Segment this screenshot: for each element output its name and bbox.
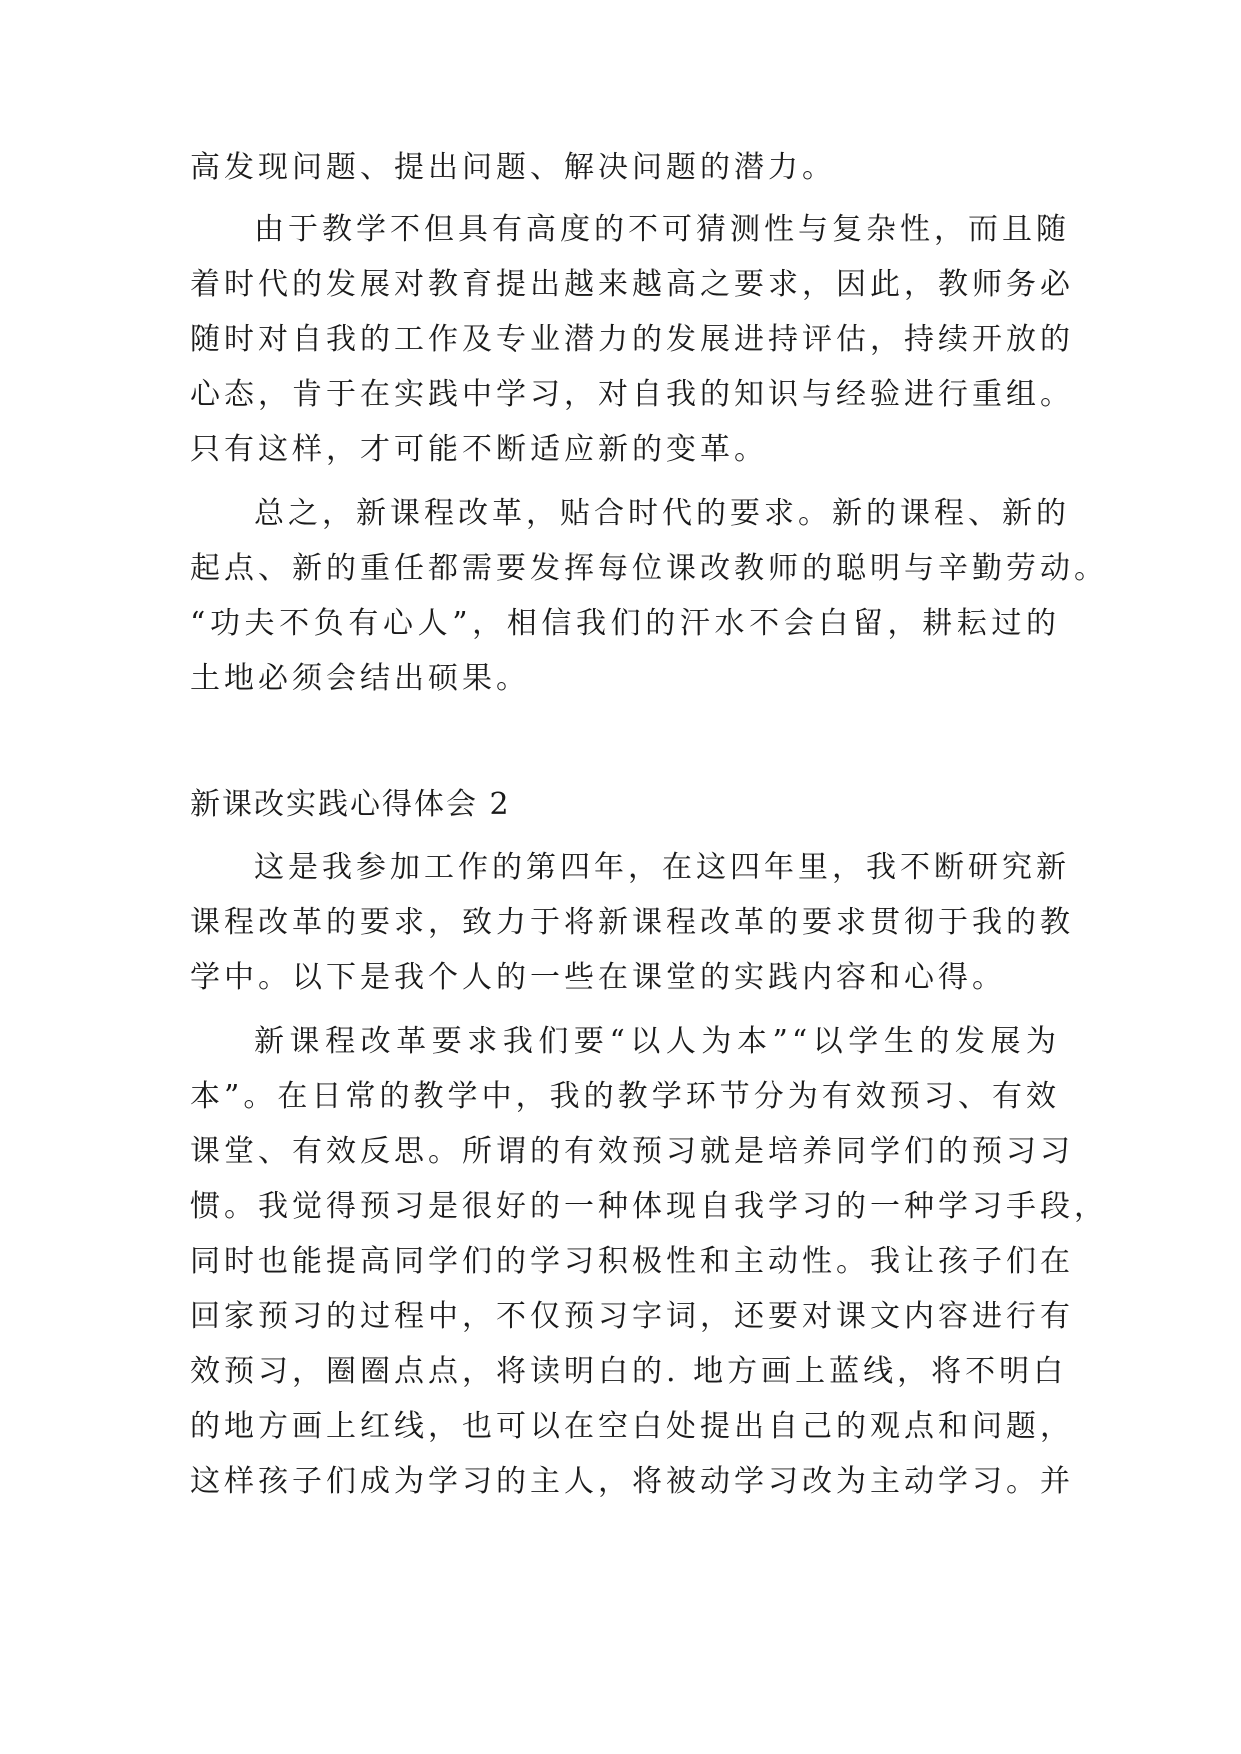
paragraph-line: 本”。在日常的教学中，我的教学环节分为有效预习、有效 xyxy=(190,1079,1060,1114)
paragraph-line: 课程改革的要求，致力于将新课程改革的要求贯彻于我的教 xyxy=(190,905,1074,940)
paragraph-line: 效预习，圈圈点点，将读明白的. 地方画上蓝线，将不明白 xyxy=(190,1354,1068,1389)
paragraph-line: 起点、新的重任都需要发挥每位课改教师的聪明与辛勤劳动。 xyxy=(190,551,1108,586)
paragraph-line: 课堂、有效反思。所谓的有效预习就是培养同学们的预习习 xyxy=(190,1134,1074,1169)
paragraph-line: 同时也能提高同学们的学习积极性和主动性。我让孩子们在 xyxy=(190,1244,1074,1279)
paragraph-line: 惯。我觉得预习是很好的一种体现自我学习的一种学习手段， xyxy=(190,1189,1108,1224)
paragraph-line: “功夫不负有心人”，相信我们的汗水不会白留，耕耘过的 xyxy=(190,606,1060,641)
paragraph-line: 土地必须会结出硕果。 xyxy=(190,661,530,696)
paragraph-line: 这是我参加工作的第四年，在这四年里，我不断研究新 xyxy=(254,850,1070,885)
paragraph-line: 的地方画上红线，也可以在空白处提出自己的观点和问题， xyxy=(190,1409,1074,1444)
paragraph-line: 随时对自我的工作及专业潜力的发展进持评估，持续开放的 xyxy=(190,322,1074,357)
paragraph-line: 由于教学不但具有高度的不可猜测性与复杂性，而且随 xyxy=(254,212,1070,247)
paragraph-line: 学中。以下是我个人的一些在课堂的实践内容和心得。 xyxy=(190,960,1006,995)
paragraph-line: 这样孩子们成为学习的主人，将被动学习改为主动学习。并 xyxy=(190,1464,1074,1499)
paragraph-line: 新课程改革要求我们要“以人为本”“以学生的发展为 xyxy=(254,1024,1060,1059)
paragraph-line: 高发现问题、提出问题、解决问题的潜力。 xyxy=(190,150,836,185)
paragraph-line: 回家预习的过程中，不仅预习字词，还要对课文内容进行有 xyxy=(190,1299,1074,1334)
paragraph-line: 只有这样，才可能不断适应新的变革。 xyxy=(190,432,768,467)
paragraph-line: 着时代的发展对教育提出越来越高之要求，因此，教师务必 xyxy=(190,267,1074,302)
section-title: 新课改实践心得体会 2 xyxy=(190,787,511,822)
paragraph-line: 总之，新课程改革，贴合时代的要求。新的课程、新的 xyxy=(254,496,1070,531)
paragraph-line: 心态，肯于在实践中学习，对自我的知识与经验进行重组。 xyxy=(190,377,1074,412)
